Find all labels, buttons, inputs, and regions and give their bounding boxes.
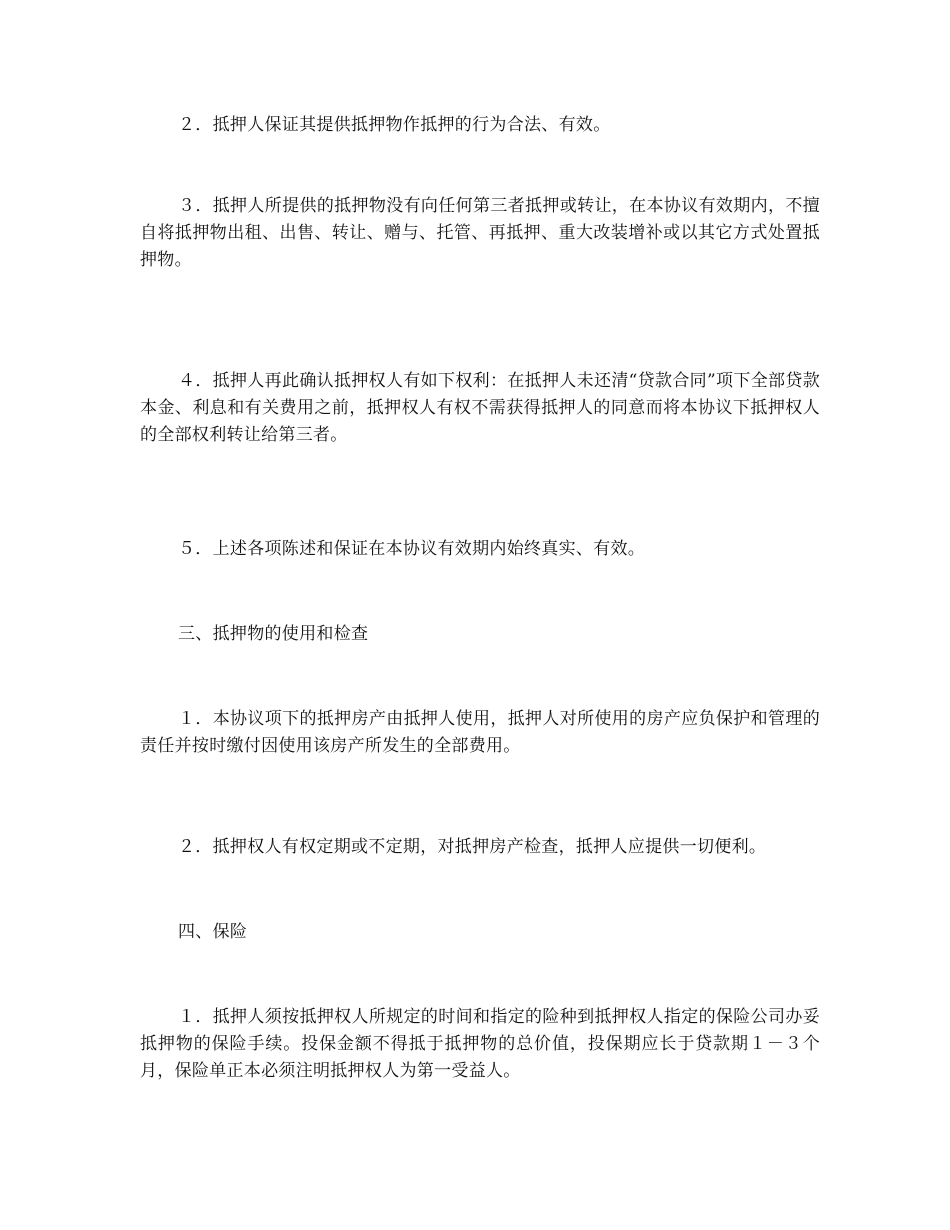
paragraph-4-rights: ４．抵押人再此确认抵押权人有如下权利：在抵押人未还清“贷款合同”项下全部贷款本金、利息和有关费用之前，抵押权人有权不需获得抵押人的同意而将本协议下抵押权人的全部权利转让给第三者。 xyxy=(140,371,820,445)
paragraph-5-warranty: ５．上述各项陈述和保证在本协议有效期内始终真实、有效。 xyxy=(178,539,646,559)
section-heading-insurance: 四、保险 xyxy=(178,922,248,942)
section-heading-use-and-inspection: 三、抵押物的使用和检查 xyxy=(178,624,369,644)
paragraph-1-insurance: １．抵押人须按抵押权人所规定的时间和指定的险种到抵押权人指定的保险公司办妥抵押物的保险手续。投保金额不得抵于抵押物的总价值，投保期应长于贷款期１－３个月，保险单正本必须注明抵押权人为第一受益人。 xyxy=(140,1007,820,1081)
paragraph-1-use: １．本协议项下的抵押房产由抵押人使用，抵押人对所使用的房产应负保护和管理的责任并按时缴付因使用该房产所发生的全部费用。 xyxy=(140,709,820,756)
paragraph-2-inspection: ２．抵押权人有权定期或不定期，对抵押房产检查，抵押人应提供一切便利。 xyxy=(178,837,767,857)
paragraph-2-legality: ２．抵押人保证其提供抵押物作抵押的行为合法、有效。 xyxy=(178,115,611,135)
paragraph-3-no-transfer: ３．抵押人所提供的抵押物没有向任何第三者抵押或转让，在本协议有效期内，不擅自将抵押物出租、出售、转让、赠与、托管、再抵押、重大改装增补或以其它方式处置抵押物。 xyxy=(140,196,820,270)
